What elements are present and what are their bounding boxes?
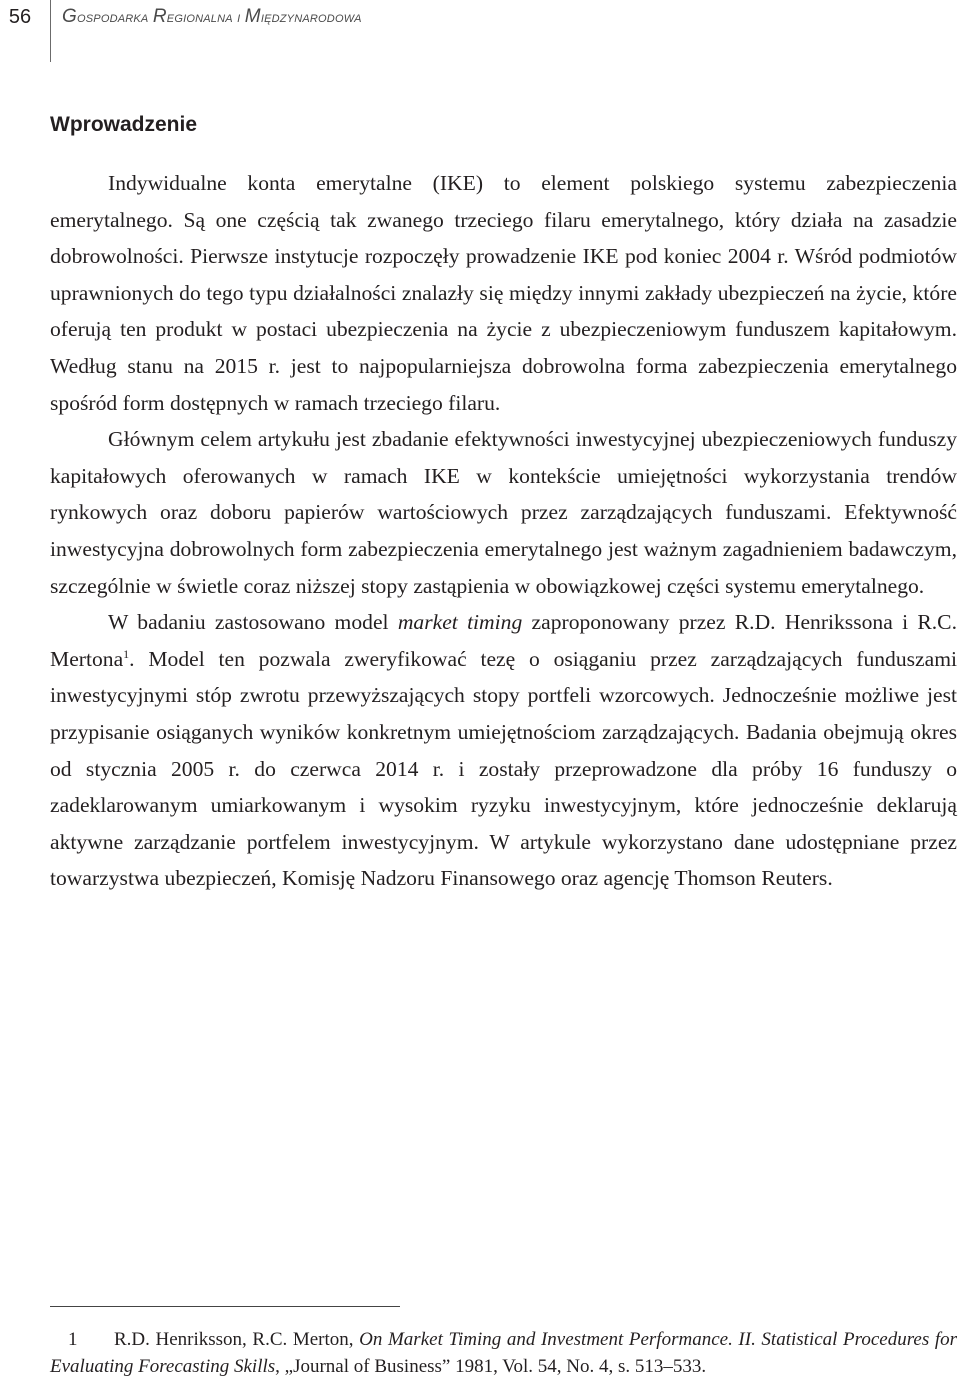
footnote-separator [50,1306,400,1307]
paragraph-3 [50,604,957,897]
running-head [62,6,362,28]
running-head-text: Gospodarka Regionalna i Międzynarodowa [62,6,362,27]
paragraph-1: Indywidualne konta emerytalne (IKE) to element polskiego systemu zabezpieczenia emerytalnego. Są one częścią tak zwanego trzeciego filaru emerytalnego, który działa na zasadzie dobrowolności. Pierwsze instytucje rozpoczęły prowadzenie IKE pod koniec 2004 r. Wśród podmiotów uprawnionych do tego typu działalności znalazły się między innymi zakłady ubezpieczeń na życie, które oferują ten produkt w postaci ubezpieczenia na życie z ubezpieczeniowym funduszem kapitałowym. Według stanu na 2015 r. jest to najpopularniejsza dobrowolna forma zabezpieczenia emerytalnego spośród form dostępnych w ramach trzeciego filaru. [50,171,957,415]
page-number: 56 [8,6,32,28]
footnote-source: , „Journal of Business” 1981, Vol. 54, No. 4, s. 513–533. [275,1356,707,1377]
footnote-title: On Market Timing and Investment Performance. II. Statistical Procedures for Evaluating Forecasting Skills [50,1329,957,1377]
paragraph-3-text-b: zaproponowany przez R.D. Henrikssona i R.C. Mertona [50,610,957,671]
footnote-reference[interactable]: 1 [123,646,130,661]
market-timing-term: market timing [397,610,523,635]
footnote [50,1326,957,1380]
paragraph-2: Głównym celem artykułu jest zbadanie efektywności inwestycyjnej ubezpieczeniowych funduszy kapitałowych oferowanych w ramach IKE w kontekście umiejętności wykorzystania trendów rynkowych oraz doboru papierów wartościowych przez zarządzających funduszami. Efektywność inwestycyjna dobrowolnych form zabezpieczenia emerytalnego jest ważnym zagadnieniem badawczym, szczególnie w świetle coraz niższej stopy zastąpienia w obowiązkowej części systemu emerytalnego. [50,427,957,598]
page-header [0,0,960,62]
section-title: Wprowadzenie [50,113,198,136]
footnote-number: 1 [68,1329,78,1350]
header-divider [50,0,51,62]
paragraph-3-text-c: . Model ten pozwala zweryfikować tezę o osiąganiu przez zarządzających funduszami inwestycyjnymi stóp zwrotu przewyższających stopy portfeli wzorcowych. Jednocześnie możliwe jest przypisanie osiąganych wyników konkretnym umiejętnościom zarządzających. Badania obejmują okres od stycznia 2005 r. do czerwca 2014 r. i zostały przeprowadzone dla próby 16 funduszy o zadeklarowanym umiarkowanym i wysokim ryzyku inwestycyjnym, które jednocześnie deklarują aktywne zarządzanie portfelem inwestycyjnym. W artykule wykorzystano dane udostępniane przez towarzystwa ubezpieczeń, Komisję Nadzoru Finansowego oraz agencję Thomson Reuters. [50,646,957,891]
paragraph-3-text-a: W badaniu zastosowano model [108,610,398,635]
article-body [50,165,957,897]
footnote-authors: R.D. Henriksson, R.C. Merton, [114,1329,360,1350]
